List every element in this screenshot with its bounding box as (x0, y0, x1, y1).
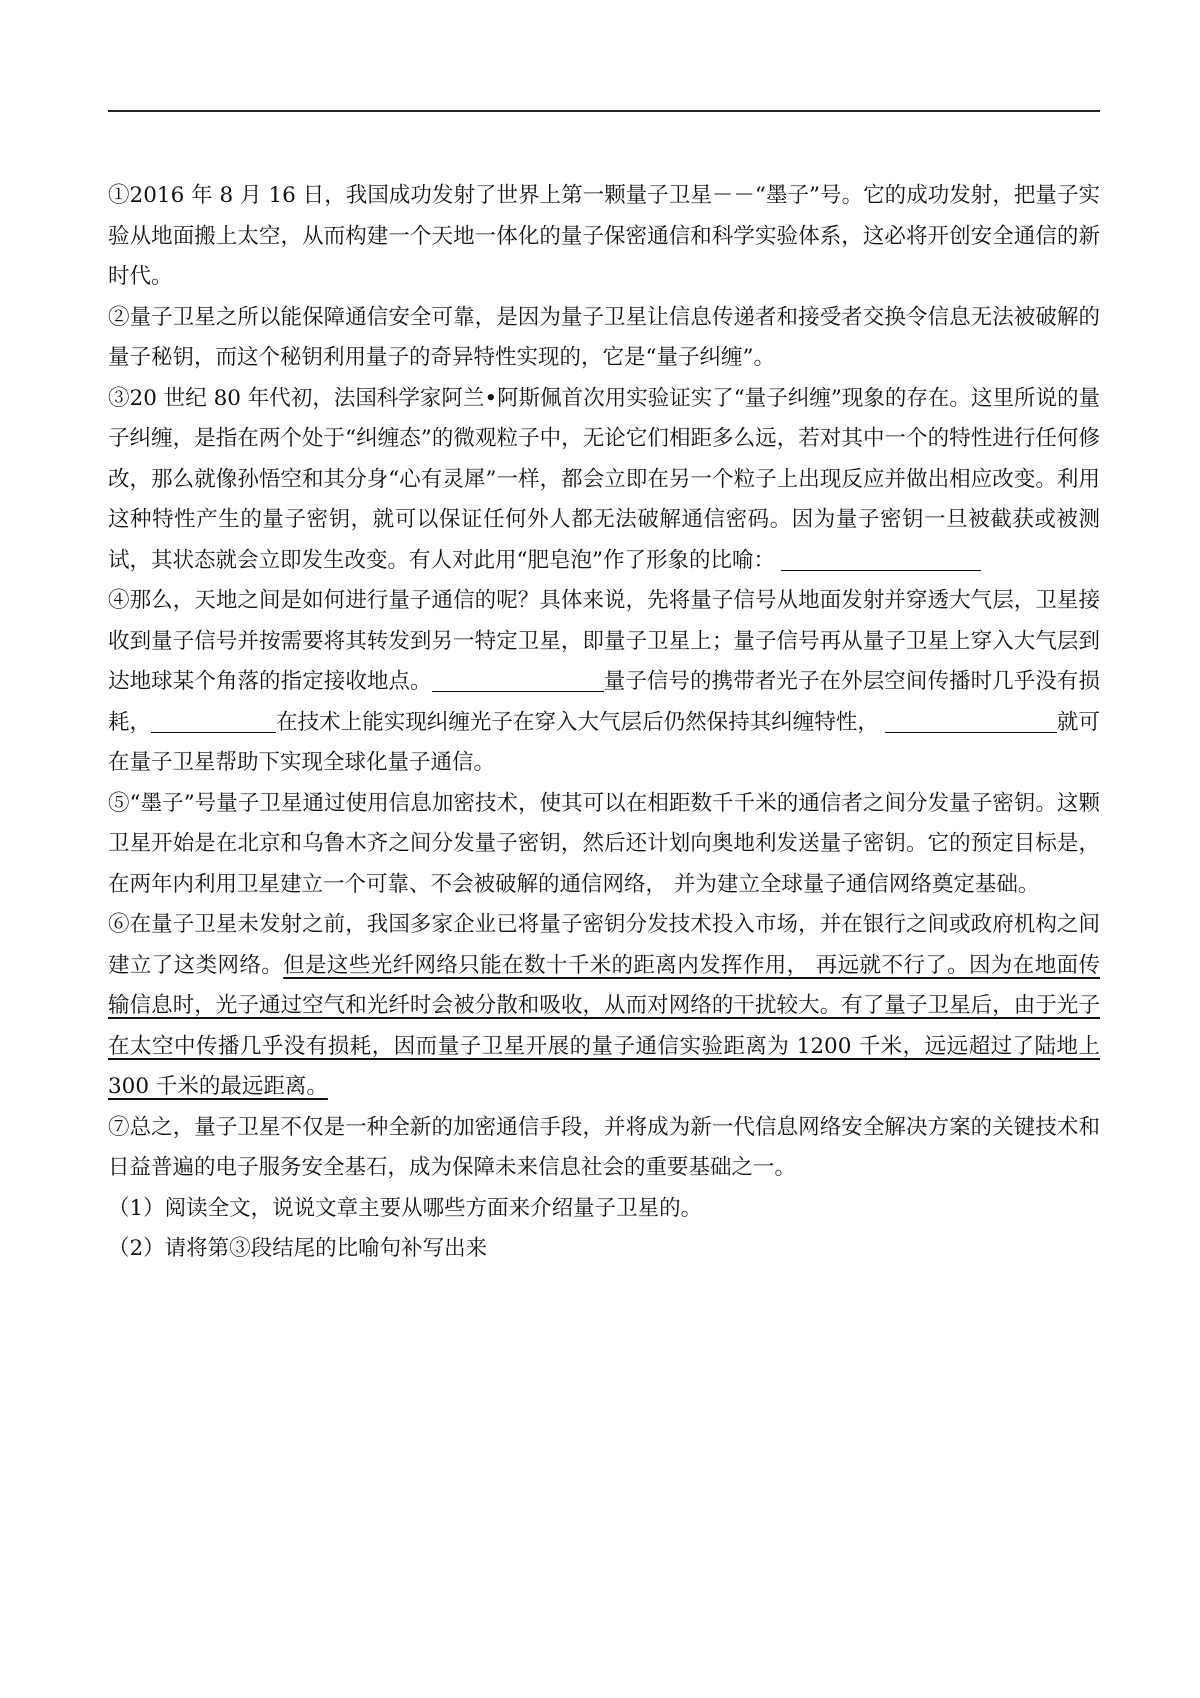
paragraph-7 (108, 1108, 1100, 1189)
paragraph-1 (108, 176, 1100, 298)
question-1-text: （1）阅读全文，说说文章主要从哪些方面来介绍量子卫星的。 (108, 1195, 703, 1221)
paragraph-4-part-d: 就可在量子卫星帮助下实现全球化量子通信。 (108, 709, 1100, 775)
article-body (108, 176, 1100, 1270)
metaphor-answer-blank[interactable] (781, 546, 981, 571)
paragraph-4 (108, 581, 1100, 784)
paragraph-2-text: ②量子卫星之所以能保障通信安全可靠，是因为量子卫星让信息传递者和接受者交换令信息无法被破解的量子秘钥，而这个秘钥利用量子的奇异特性实现的，它是“量子纠缠”。 (108, 304, 1100, 370)
paragraph-4-part-b: 量子信号的携带者光子在外层空间传播时几乎没有损耗， (108, 669, 1100, 735)
paragraph-5-text: ⑤“墨子”号量子卫星通过使用信息加密技术，使其可以在相距数千千米的通信者之间分发量子密钥。这颗卫星开始是在北京和乌鲁木齐之间分发量子密钥，然后还计划向奥地利发送量子密钥。它的预定目标是，在两年内利用卫星建立一个可靠、不会被破解的通信网络， 并为建立全球量子通信网络奠定基础。 (108, 790, 1100, 897)
paragraph-1-text: ①2016 年 8 月 16 日，我国成功发射了世界上第一颗量子卫星－－“墨子”号。它的成功发射，把量子实验从地面搬上太空，从而构建一个天地一体化的量子保密通信和科学实验体系，这必将开创安全通信的新时代。 (108, 183, 1100, 289)
paragraph-4-part-c: 在技术上能实现纠缠光子在穿入大气层后仍然保持其纠缠特性， (276, 709, 879, 735)
question-1 (108, 1189, 1100, 1230)
question-2 (108, 1229, 1100, 1270)
paragraph-6-underlined-text: 但是这些光纤网络只能在数十千米的距离内发挥作用， 再远就不行了。因为在地面传输信息时，光子通过空气和光纤时会被分散和吸收，从而对网络的干扰较大。有了量子卫星后，由于光子在太空中传播几乎没有损耗，因而量子卫星开展的量子通信实验距离为 1200 千米，远远超过了陆地上 300 千米的最远距离。 (108, 952, 1100, 1099)
paragraph-3 (108, 379, 1100, 582)
connector-blank-2[interactable] (151, 708, 276, 733)
paragraph-6-text: ⑥在量子卫星未发射之前，我国多家企业已将量子密钥分发技术投入市场，并在银行之间或政府机构之间建立了这类网络。 (108, 912, 1100, 978)
connector-blank-3[interactable] (885, 708, 1057, 733)
question-2-text: （2）请将第③段结尾的比喻句补写出来 (108, 1236, 488, 1261)
paragraph-6 (108, 905, 1100, 1108)
paragraph-4-part-a: ④那么，天地之间是如何进行量子通信的呢？具体来说，先将量子信号从地面发射并穿透大气层，卫星接收到量子信号并按需要将其转发到另一特定卫星，即量子卫星上；量子信号再从量子卫星上穿入大气层到达地球某个角落的指定接收地点。 (108, 588, 1100, 694)
paragraph-2 (108, 298, 1100, 379)
paragraph-3-text: ③20 世纪 80 年代初，法国科学家阿兰•阿斯佩首次用实验证实了“量子纠缠”现象的存在。这里所说的量子纠缠，是指在两个处于“纠缠态”的微观粒子中，无论它们相距多么远，若对其中一个的特性进行任何修改，那么就像孙悟空和其分身“心有灵犀”一样，都会立即在另一个粒子上出现反应并做出相应改变。利用这种特性产生的量子密钥，就可以保证任何外人都无法破解通信密码。因为量子密钥一旦被截获或被测试，其状态就会立即发生改变。有人对此用“肥皂泡”作了形象的比喻： (108, 385, 1100, 573)
connector-blank-1[interactable] (432, 667, 604, 692)
paragraph-5 (108, 784, 1100, 906)
header-rule (108, 110, 1100, 112)
paragraph-7-text: ⑦总之，量子卫星不仅是一种全新的加密通信手段，并将成为新一代信息网络安全解决方案的关键技术和日益普遍的电子服务安全基石，成为保障未来信息社会的重要基础之一。 (108, 1114, 1100, 1180)
